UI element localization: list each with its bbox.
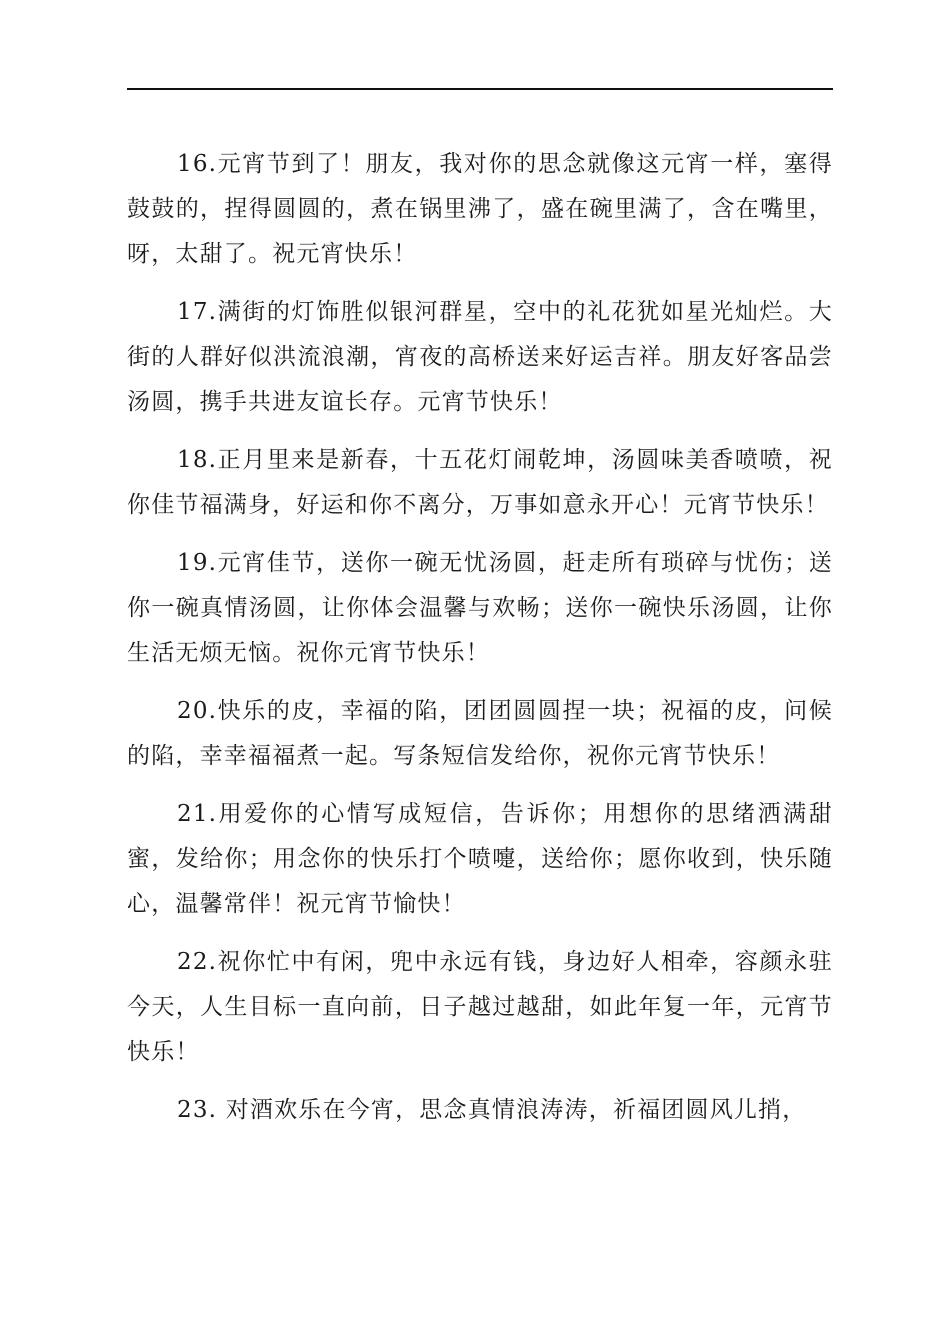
paragraph-23: 23. 对酒欢乐在今宵，思念真情浪涛涛，祈福团圆风儿捎， [177,1097,807,1123]
paragraph-20: 20.快乐的皮，幸福的陷，团团圆圆捏一块；祝福的皮，问候的陷，幸幸福福煮一起。写条短信发给你，祝你元宵节快乐！ [127,698,833,769]
paragraph-21: 21.用爱你的心情写成短信，告诉你；用想你的思绪洒满甜蜜，发给你；用念你的快乐打个喷嚏，送给你；愿你收到，快乐随心，温馨常伴！祝元宵节愉快！ [127,801,833,917]
document-body [127,142,833,1146]
header-rule [127,88,833,90]
paragraph-18: 18.正月里来是新春，十五花灯闹乾坤，汤圆味美香喷喷，祝你佳节福满身，好运和你不离分，万事如意永开心！元宵节快乐！ [127,447,833,518]
paragraph-16: 16.元宵节到了！朋友，我对你的思念就像这元宵一样，塞得鼓鼓的，捏得圆圆的，煮在锅里沸了，盛在碗里满了，含在嘴里，呀，太甜了。祝元宵快乐！ [127,151,833,267]
paragraph-19: 19.元宵佳节，送你一碗无忧汤圆，赶走所有琐碎与忧伤；送你一碗真情汤圆，让你体会温馨与欢畅；送你一碗快乐汤圆，让你生活无烦无恼。祝你元宵节快乐！ [127,550,833,666]
paragraph-17: 17.满街的灯饰胜似银河群星，空中的礼花犹如星光灿烂。大街的人群好似洪流浪潮，宵夜的高桥送来好运吉祥。朋友好客品尝汤圆，携手共进友谊长存。元宵节快乐！ [127,299,833,415]
paragraph-22: 22.祝你忙中有闲，兜中永远有钱，身边好人相牵，容颜永驻今天，人生目标一直向前，日子越过越甜，如此年复一年，元宵节快乐！ [127,949,833,1065]
